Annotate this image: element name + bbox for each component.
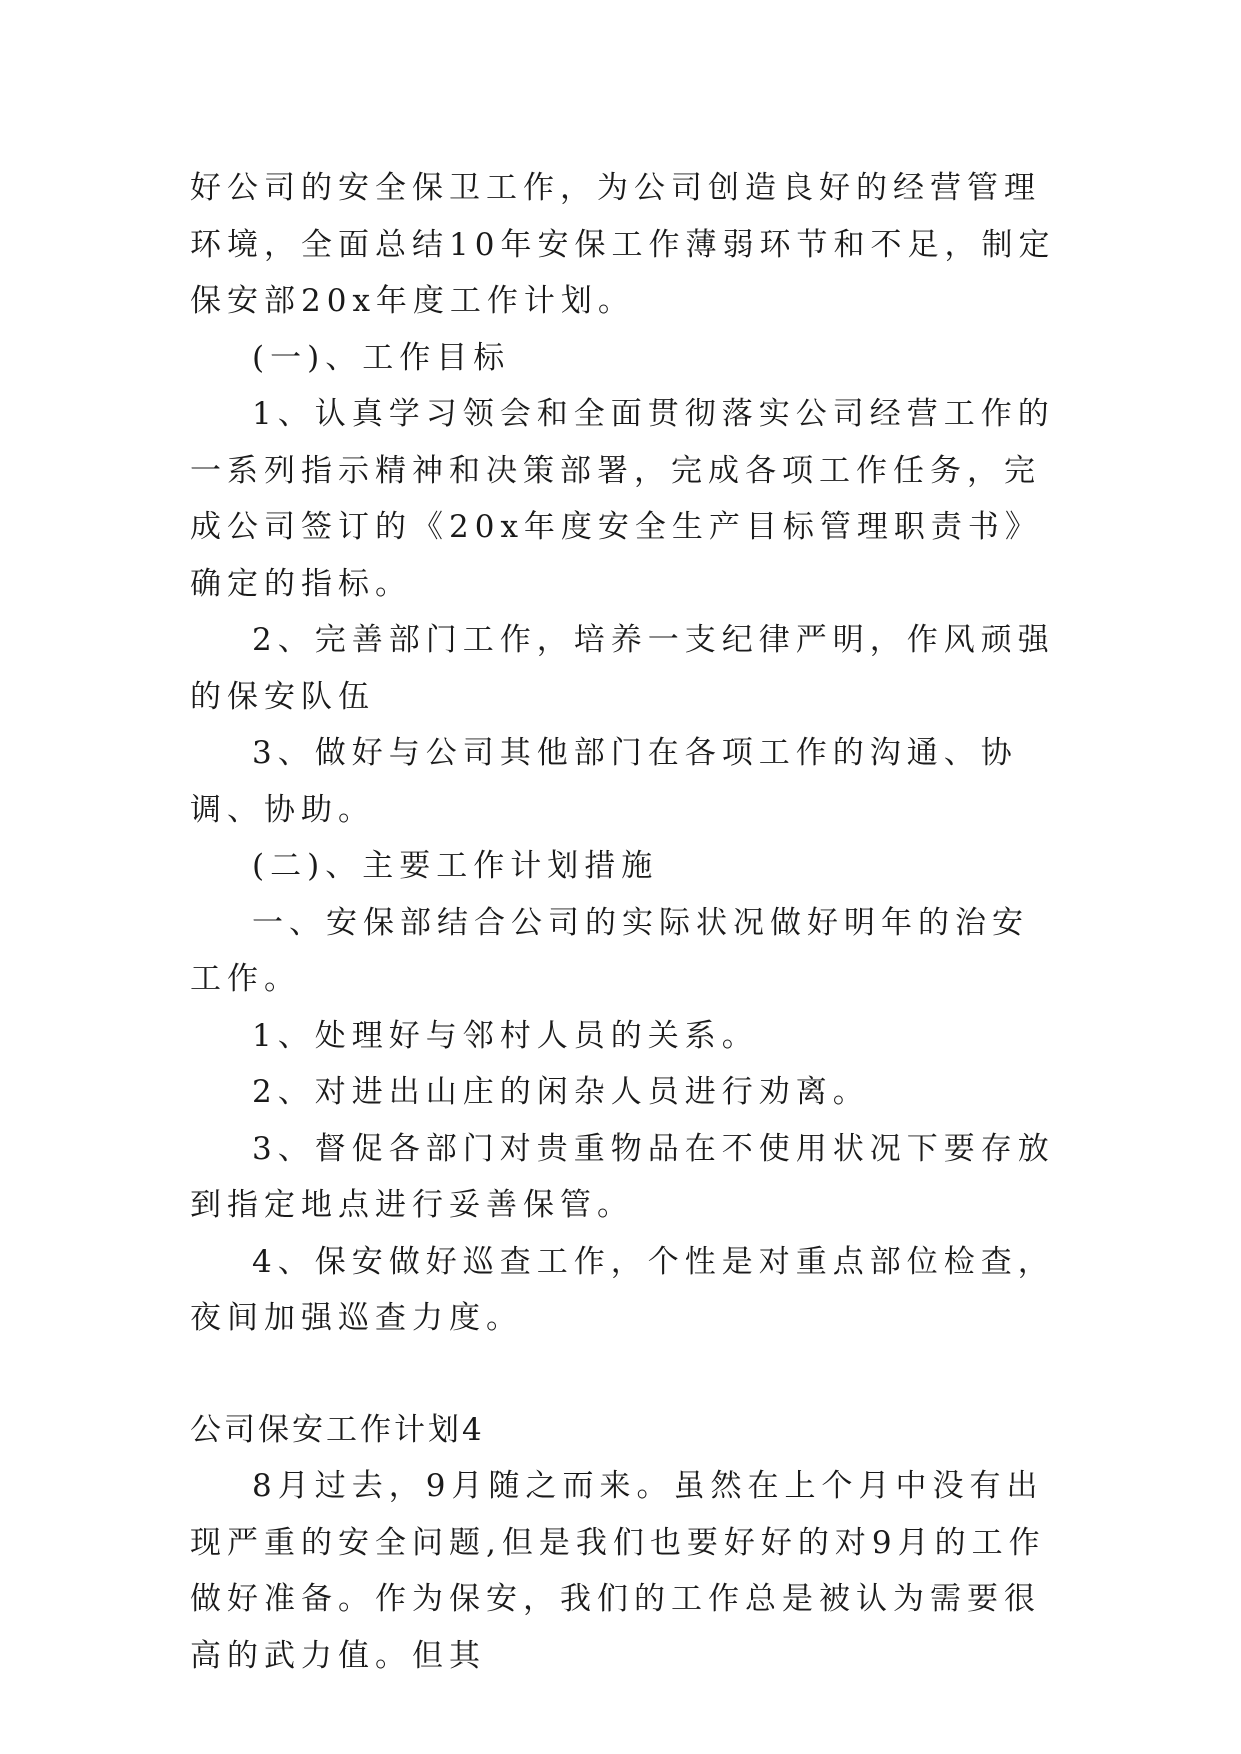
paragraph-goal-1: 1、认真学习领会和全面贯彻落实公司经营工作的一系列指示精神和决策部署，完成各项工作任务，完成公司签订的《20x年度安全生产目标管理职责书》确定的指标。 (190, 396, 1055, 602)
section-title: 公司保安工作计划4 (190, 1411, 485, 1448)
paragraph-measure-intro: 一、安保部结合公司的实际状况做好明年的治安工作。 (190, 904, 1029, 997)
paragraph-measures-heading: (二)、主要工作计划措施 (252, 848, 659, 884)
section-spacer (190, 1347, 1060, 1402)
paragraph-measure-1: 1、处理好与邻村人员的关系。 (252, 1017, 759, 1054)
paragraph-intro: 好公司的安全保卫工作，为公司创造良好的经营管理环境，全面总结10年安保工作薄弱环节和不足，制定保安部20x年度工作计划。 (190, 170, 1056, 319)
paragraph-measure-4: 4、保安做好巡查工作，个性是对重点部位检查，夜间加强巡查力度。 (190, 1243, 1055, 1336)
paragraph-measure-2: 2、对进出山庄的闲杂人员进行劝离。 (252, 1074, 870, 1110)
paragraph-section4-body: 8月过去，9月随之而来。虽然在上个月中没有出现严重的安全问题,但是我们也要好好的对9月的工作做好准备。作为保安，我们的工作总是被认为需要很高的武力值。但其 (190, 1468, 1046, 1674)
document-body (190, 160, 1060, 1684)
paragraph-goal-2: 2、完善部门工作，培养一支纪律严明，作风顽强的保安队伍 (190, 622, 1055, 715)
paragraph-goal-3: 3、做好与公司其他部门在各项工作的沟通、协调、协助。 (190, 735, 1018, 828)
paragraph-goals-heading: (一)、工作目标 (252, 339, 511, 376)
paragraph-measure-3: 3、督促各部门对贵重物品在不使用状况下要存放到指定地点进行妥善保管。 (190, 1130, 1055, 1223)
